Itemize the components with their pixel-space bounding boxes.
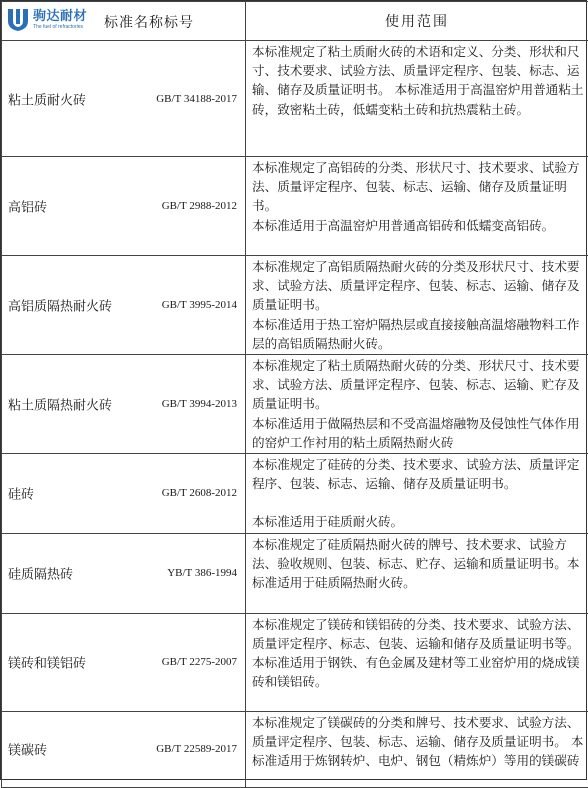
- scope-paragraph: 本标准适用于硅质耐火砖。: [252, 512, 584, 531]
- standard-cell: [2, 711, 246, 787]
- scope-paragraph: 本标准规定了硅砖的分类、技术要求、试验方法、质量评定程序、包装、标志、运输、储存及质量证明书。: [252, 455, 584, 493]
- table-row: [2, 355, 588, 454]
- logo-tagline: The fuel of refractories: [33, 25, 87, 30]
- scope-cell: [246, 613, 588, 711]
- standard-cell: [2, 355, 246, 454]
- standard-cell: [2, 613, 246, 711]
- table-row: [2, 613, 588, 711]
- product-name: 镁砖和镁铝砖: [8, 653, 86, 672]
- scope-paragraph: 本标准适用于做隔热层和不受高温熔融物及侵蚀性气体作用的窑炉工作衬用的粘土质隔热耐火砖: [252, 414, 584, 452]
- scope-paragraph: 本标准规定了镁砖和镁铝砖的分类、技术要求、试验方法、质量评定程序、标志、包装、运输和储存及质量证明书等。 本标准适用于钢铁、有色金属及建材等工业窑炉用的烧成镁砖和镁铝砖。: [252, 615, 584, 692]
- scope-cell: [246, 533, 588, 613]
- standard-code: GB/T 2988-2012: [162, 200, 237, 212]
- logo-mark-icon: [6, 7, 30, 33]
- standard-code: GB/T 34188-2017: [156, 93, 237, 105]
- scope-paragraph: 本标准规定了镁碳砖的分类和牌号、技术要求、试验方法、质量评定程序、包装、标志、运输、储存及质量证明书。 本标准适用于炼钢转炉、电炉、钢包（精炼炉）等用的镁碳砖: [252, 713, 584, 771]
- brand-logo: [6, 7, 87, 33]
- scope-paragraph: 本标准规定了高铝砖的分类、形状尺寸、技术要求、试验方法、质量评定程序、包装、标志、运输、储存及质量证明书。: [252, 158, 584, 216]
- product-name: 镁碳砖: [8, 740, 47, 759]
- standard-cell: [2, 41, 246, 157]
- standard-cell: [2, 533, 246, 613]
- table-row: [2, 41, 588, 157]
- scope-paragraph: 本标准适用于热工窑炉隔热层或直接接触高温熔融物料工作层的高铝质隔热耐火砖。: [252, 315, 584, 353]
- standards-table: [1, 1, 588, 788]
- scope-cell: [246, 711, 588, 787]
- scope-cell: [246, 157, 588, 256]
- standard-code: GB/T 2275-2007: [162, 656, 237, 668]
- standard-cell: [2, 454, 246, 534]
- product-name: 硅砖: [8, 484, 34, 503]
- table-row: [2, 256, 588, 355]
- standard-cell: [2, 256, 246, 355]
- standard-cell: [2, 157, 246, 256]
- logo-brand-name: 驹达耐材: [33, 10, 87, 23]
- table-row: [2, 157, 588, 256]
- scope-spacer: [252, 493, 584, 512]
- product-name: 高铝砖: [8, 197, 47, 216]
- scope-cell: [246, 256, 588, 355]
- column-header-standard: 标准名称标号: [104, 12, 194, 32]
- standard-code: YB/T 386-1994: [167, 567, 237, 579]
- scope-paragraph: 本标准规定了粘土质耐火砖的术语和定义、分类、形状和尺寸、技术要求、试验方法、质量评定程序、包装、标志、运输、储存及质量证明书。 本标准适用于高温窑炉用普通粘土砖，致密粘土砖，低蠕变粘土砖和抗热震粘土砖。: [252, 42, 584, 119]
- scope-cell: [246, 355, 588, 454]
- scope-paragraph: 本标准规定了粘土质隔热耐火砖的分类、形状尺寸、技术要求、试验方法、质量评定程序、包装、标志、运输、贮存及质量证明书。: [252, 356, 584, 414]
- scope-paragraph: 本标准规定了高铝质隔热耐火砖的分类及形状尺寸、技术要求、试验方法、质量评定程序、包装、标志、运输、储存及质量证明书。: [252, 257, 584, 315]
- header-standard-cell: [2, 2, 246, 41]
- product-name: 粘土质耐火砖: [8, 89, 86, 108]
- product-name: 粘土质隔热耐火砖: [8, 395, 112, 414]
- standard-code: GB/T 2608-2012: [162, 487, 237, 499]
- standard-code: GB/T 3995-2014: [162, 299, 237, 311]
- table-row: [2, 711, 588, 787]
- product-name: 硅质隔热砖: [8, 564, 73, 583]
- table-row: [2, 454, 588, 534]
- scope-paragraph: 本标准规定了硅质隔热耐火砖的牌号、技术要求、试验方法、验收规则、包装、标志、贮存、运输和质量证明书。本标准适用于硅质隔热耐火砖。: [252, 535, 584, 593]
- scope-paragraph: 本标准适用于高温窑炉用普通高铝砖和低蠕变高铝砖。: [252, 216, 584, 235]
- table-row: [2, 533, 588, 613]
- column-header-scope: 使用范围: [246, 2, 588, 41]
- scope-cell: [246, 454, 588, 534]
- standard-code: GB/T 3994-2013: [162, 398, 237, 410]
- scope-cell: [246, 41, 588, 157]
- standard-code: GB/T 22589-2017: [156, 743, 237, 755]
- product-name: 高铝质隔热耐火砖: [8, 296, 112, 315]
- header-row: [2, 2, 588, 41]
